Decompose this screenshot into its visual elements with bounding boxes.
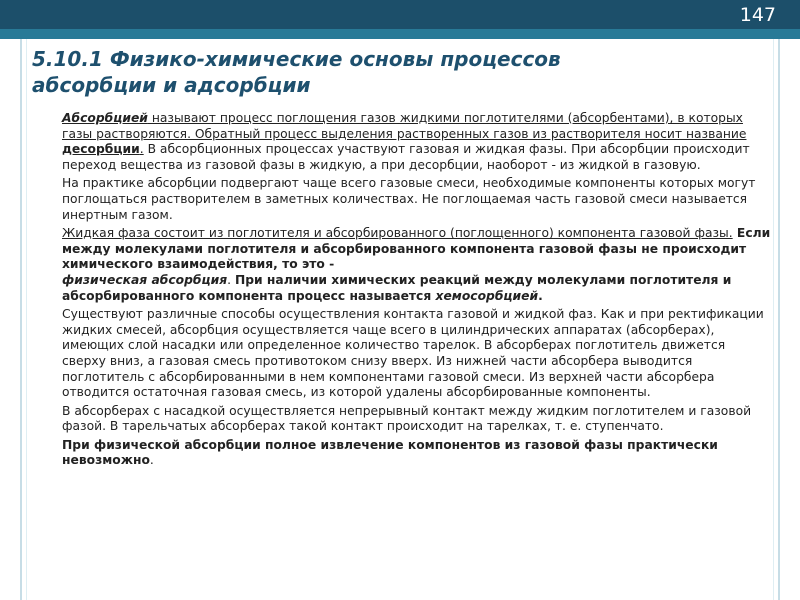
slide-body xyxy=(62,111,772,472)
left-frame-line-inner xyxy=(26,39,27,600)
definition-dot: . xyxy=(139,142,144,157)
chemisorption-end: . xyxy=(538,288,543,303)
term-physical-absorption: физическая абсорбция xyxy=(62,272,228,287)
right-frame-line xyxy=(778,39,780,600)
liquid-phase-definition: Жидкая фаза состоит из поглотителя и абсорбированного (поглощенного) компонента газовой фазы. xyxy=(62,226,733,241)
header-accent-bar xyxy=(0,29,800,39)
paragraph-liquid-phase xyxy=(62,226,772,304)
page-number: 147 xyxy=(739,4,776,26)
paragraph-contact-methods: Существуют различные способы осуществления контакта газовой и жидкой фаз. Как и при ректификации жидких смесей, абсорбция осуществляется чаще всего в цилиндрических аппаратах (абсорберах), имеющих слой насадки или определенное количество тарелок. В абсорберах поглотитель движется сверху вниз, а газовая смесь противотоком снизу вверх. Из нижней части абсорбера выводится поглотитель с абсорбированными в нем компонентами газовой смеси. Из верхней части абсорбера отводится остаточная газовая смесь, из которой удалены абсорбированные компоненты. xyxy=(62,307,764,400)
physical-absorption-text: Если между молекулами поглотителя и абсорбированного компонента газовой фазы не происходит химического взаимодействия, то это - xyxy=(62,226,771,272)
slide-title-line2: абсорбции и адсорбции xyxy=(32,73,311,97)
left-frame-line xyxy=(20,39,22,600)
paragraph-packed-absorbers: В абсорберах с насадкой осуществляется непрерывный контакт между жидким поглотителем и газовой фазой. В тарельчатых абсорберах такой контакт происходит на тарелках, т. е. ступенчато. xyxy=(62,403,752,434)
conclusion-bold-text: При физической абсорбции полное извлечение компонентов из газовой фазы практически невозможно xyxy=(62,437,718,468)
paragraph-absorption-definition xyxy=(62,111,772,173)
conclusion-end: . xyxy=(149,453,154,468)
slide-title-line1: 5.10.1 Физико-химические основы процессов xyxy=(32,47,561,71)
term-absorption: Абсорбцией xyxy=(62,111,148,125)
right-frame-line-inner xyxy=(773,39,774,600)
paragraph-text: В абсорбционных процессах участвуют газовая и жидкая фазы. При абсорбции происходит переход вещества из газовой фазы в жидкую, а при десорбции, наоборот - из жидкой в газовую. xyxy=(62,142,750,172)
term-desorption: десорбции xyxy=(62,142,140,157)
paragraph-inert-gas: На практике абсорбции подвергают чаще всего газовые смеси, необходимые компоненты которых могут поглощаться растворителем в заметных количествах. Не поглощаемая часть газовой смеси называется инертным газом. xyxy=(62,176,756,222)
separator-text: . xyxy=(227,272,235,287)
paragraph-conclusion xyxy=(62,438,772,469)
definition-text: называют процесс поглощения газов жидкими поглотителями (абсорбентами), в которых газы растворяются. Обратный процесс выделения растворенных газов из растворителя носит название xyxy=(62,111,747,141)
term-chemisorption: хемосорбцией xyxy=(435,288,539,303)
header-bar xyxy=(0,0,800,29)
slide-title xyxy=(32,46,752,98)
chemisorption-text: При наличии химических реакций между молекулами поглотителя и абсорбированного компонента процесс называется xyxy=(62,272,732,303)
